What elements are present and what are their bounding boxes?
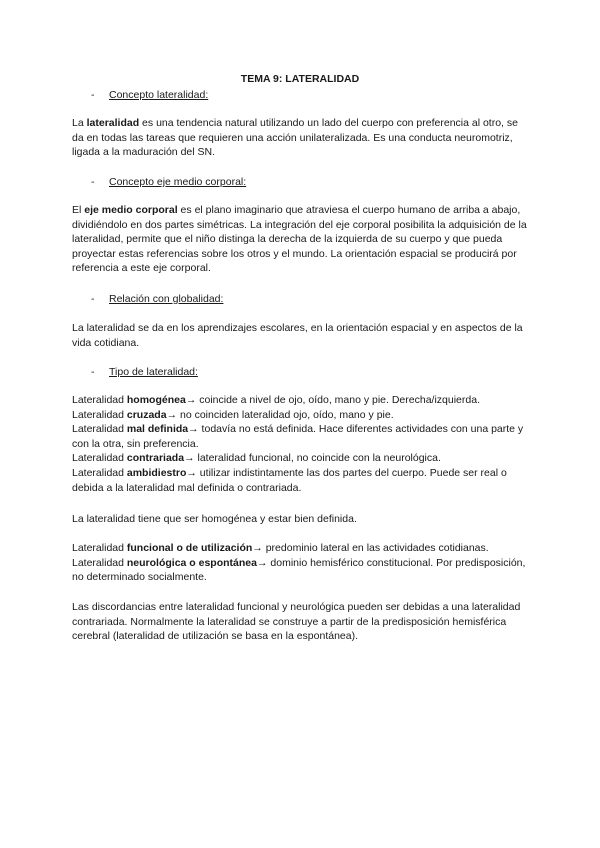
list-item: Lateralidad neurológica o espontánea→ dominio hemisférico constitucional. Por predisposición, no determinado socialmente. [72,556,526,584]
paragraph-eje: El eje medio corporal es el plano imaginario que atraviesa el cuerpo humano de arriba a abajo, dividiéndolo en dos partes simétricas. La integración del eje corporal posibilita la adquisición de la lateralidad, permite que el niño distinga la derecha de la izquierda de su cuerpo y que pueda proyectar estas referencias sobre los otros y el mundo. La orientación espacial se producirá por referencia a este eje corporal. [72,204,527,275]
list-item: Lateralidad ambidiestro→ utilizar indistintamente las dos partes del cuerpo. Puede ser real o debida a la lateralidad mal definida o contrariada. [72,466,507,494]
list-dash: - [91,293,95,305]
paragraph-concepto: La lateralidad es una tendencia natural utilizando un lado del cuerpo con preferencia al otro, se da en todas las tareas que requieren una acción unilateralizada. Es una conducta neuromotriz, ligada a la maduración del SN. [72,117,518,159]
list-dash: - [91,89,95,101]
list-dash: - [91,366,95,378]
section-heading-globalidad [91,293,223,305]
laterality-types-list [72,393,532,495]
laterality-functional-list [72,541,532,585]
bold-term: eje medio corporal [84,204,178,216]
list-item: Lateralidad cruzada→ no coinciden lateralidad ojo, oído, mano y pie. [72,408,394,421]
paragraph-homogenea: La lateralidad tiene que ser homogénea y estar bien definida. [72,513,357,525]
section-heading-eje [91,176,246,188]
list-item: Lateralidad contrariada→ lateralidad funcional, no coincide con la neurológica. [72,452,441,465]
heading-text: Tipo de lateralidad: [109,366,198,378]
paragraph-globalidad: La lateralidad se da en los aprendizajes escolares, en la orientación espacial y en aspectos de la vida cotidiana. [72,322,523,349]
list-item: Lateralidad funcional o de utilización→ predominio lateral en las actividades cotidianas. [72,542,489,554]
bold-term: lateralidad [86,117,140,129]
heading-text: Concepto eje medio corporal: [109,176,247,188]
list-dash: - [91,176,95,188]
heading-text: Relación con globalidad: [109,293,224,305]
section-heading-concepto [91,89,208,101]
document-title: TEMA 9: LATERALIDAD [240,73,360,85]
section-heading-tipo [91,366,198,378]
list-item: Lateralidad homogénea→ coincide a nivel de ojo, oído, mano y pie. Derecha/izquierda. [72,394,480,406]
paragraph-discordancias: Las discordancias entre lateralidad funcional y neurológica pueden ser debidas a una lateralidad contrariada. Normalmente la lateralidad se construye a partir de la predisposición hemisférica cerebral (lateralidad de utilización se basa en la espontánea). [72,601,521,643]
list-item: Lateralidad mal definida→ todavía no está definida. Hace diferentes actividades con una parte y con la otra, sin preferencia. [72,423,524,450]
heading-text: Concepto lateralidad: [109,89,209,101]
